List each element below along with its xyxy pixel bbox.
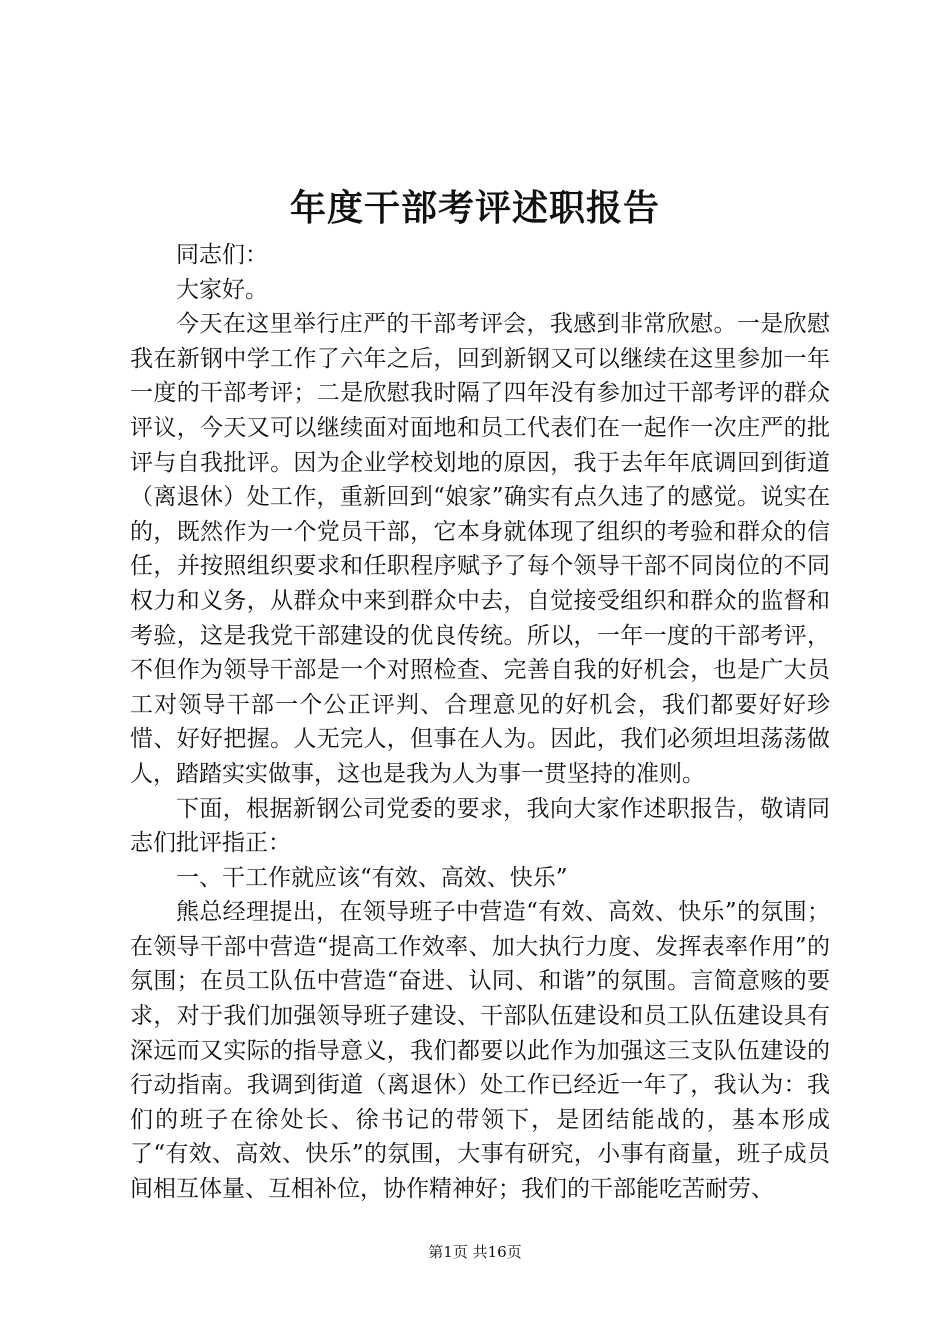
paragraph-report-lead: 下面，根据新钢公司党委的要求，我向大家作述职报告，敬请同志们批评指正： (130, 795, 830, 857)
document-title: 年度干部考评述职报告 (289, 187, 660, 229)
salutation: 同志们： (176, 242, 268, 268)
paragraph-intro: 今天在这里举行庄严的干部考评会，我感到非常欣慰。一是欣慰我在新钢中学工作了六年之后，回到新钢又可以继续在这里参加一年一度的干部考评；二是欣慰我时隔了四年没有参加过干部考评的群众评议，今天又可以继续面对面地和员工代表们在一起作一次庄严的批评与自我批评。因为企业学校划地的原因，我于去年年底调回到街道（离退休）处工作，重新回到“娘家”确实有点久违了的感觉。说实在的，既然作为一个党员干部，它本身就体现了组织的考验和群众的信任，并按照组织要求和任职程序赋予了每个领导干部不同岗位的不同权力和义务，从群众中来到群众中去，自觉接受组织和群众的监督和考验，这是我党干部建设的优良传统。所以，一年一度的干部考评，不但作为领导干部是一个对照检查、完善自我的好机会，也是广大员工对领导干部一个公正评判、合理意见的好机会，我们都要好好珍惜、好好把握。人无完人，但事在人为。因此，我们必须坦坦荡荡做人，踏踏实实做事，这也是我为人为事一贯坚持的准则。 (130, 311, 830, 787)
document-body (130, 238, 830, 1207)
paragraph-section-1: 熊总经理提出，在领导班子中营造“有效、高效、快乐”的氛围；在领导干部中营造“提高工作效率、加大执行力度、发挥表率作用”的氛围；在员工队伍中营造“奋进、认同、和谐”的氛围。言简意赅的要求，对于我们加强领导班子建设、干部队伍建设和员工队伍建设具有深远而又实际的指导意义，我们都要以此作为加强这三支队伍建设的行动指南。我调到街道（离退休）处工作已经近一年了，我认为：我们的班子在徐处长、徐书记的带领下，是团结能战的，基本形成了“有效、高效、快乐”的氛围，大事有研究，小事有商量，班子成员间相互体量、互相补位，协作精神好；我们的干部能吃苦耐劳、 (130, 899, 830, 1203)
greeting: 大家好。 (176, 276, 268, 303)
page-number-footer: 第1页 共16页 (428, 1243, 522, 1261)
section-heading-1: 一、干工作就应该“有效、高效、快乐” (176, 864, 568, 891)
